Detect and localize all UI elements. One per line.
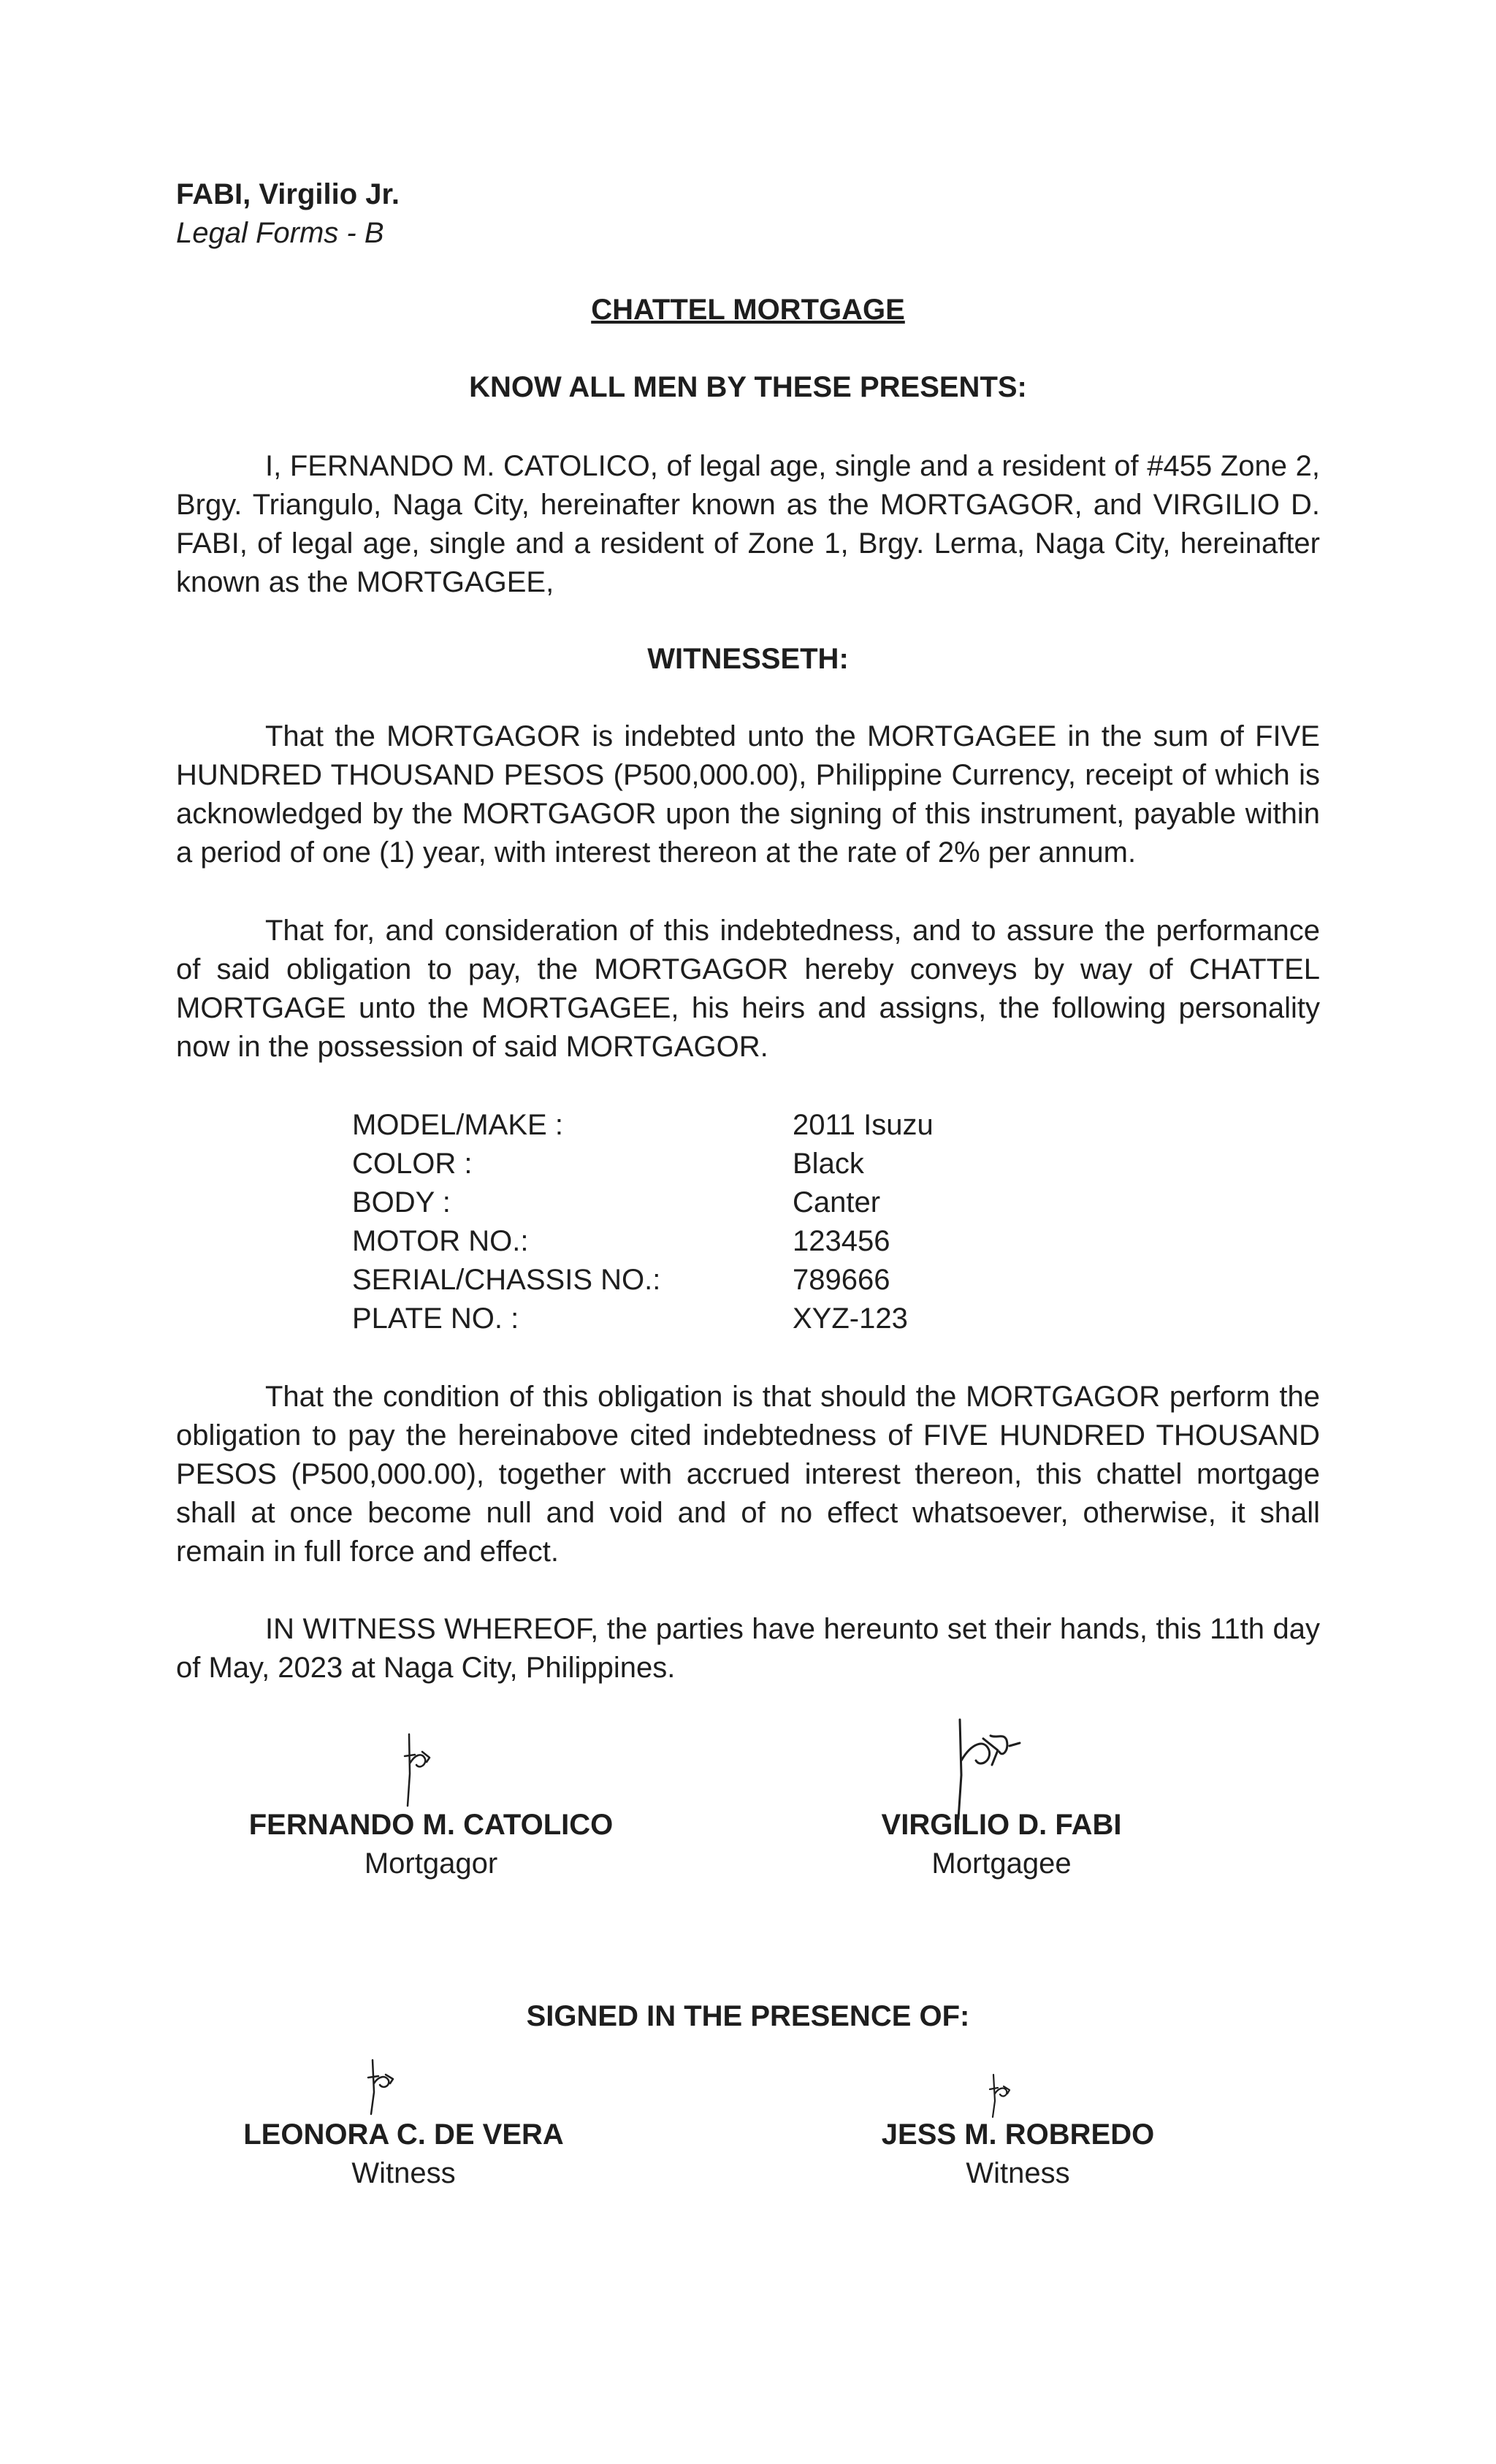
vehicle-label: BODY : <box>352 1186 451 1218</box>
vehicle-value: Canter <box>793 1186 881 1218</box>
witness-role: Witness <box>966 2157 1070 2189</box>
vehicle-row <box>352 1261 934 1300</box>
vehicle-row <box>352 1145 934 1183</box>
mortgagee-signature-block <box>881 1806 1122 1883</box>
witnesseth-heading: WITNESSETH: <box>647 643 849 675</box>
conveyance-paragraph: That for, and consideration of this indebtedness, and to assure the performance of said obligation to pay, the MORTGAGOR hereby conveys by way of CHATTEL MORTGAGE unto the MORTGAGEE, his heirs and assigns, the following personality now in the possession of said MORTGAGOR. <box>176 915 1320 1063</box>
witness-whereof-paragraph: IN WITNESS WHEREOF, the parties have hereunto set their hands, this 11th day of May, 2023 at Naga City, Philippines. <box>176 1613 1320 1684</box>
vehicle-value: XYZ-123 <box>793 1302 908 1335</box>
vehicle-label: SERIAL/CHASSIS NO.: <box>352 1264 661 1296</box>
vehicle-value: 789666 <box>793 1264 890 1296</box>
author-name: FABI, Virgilio Jr. <box>176 178 400 210</box>
document-header <box>176 175 400 253</box>
vehicle-label: MODEL/MAKE : <box>352 1109 563 1141</box>
mortgagee-name: VIRGILIO D. FABI <box>881 1809 1122 1841</box>
vehicle-label: MOTOR NO.: <box>352 1225 529 1257</box>
witness-signature <box>988 2072 1017 2120</box>
parties-paragraph: I, FERNANDO M. CATOLICO, of legal age, single and a resident of #455 Zone 2, Brgy. Triangulo, Naga City, hereinafter known as the MORTGAGOR, and VIRGILIO D. FABI, of legal age, single and a resident of Zone 1, Brgy. Lerma, Naga City, hereinafter known as the MORTGAGEE, <box>176 450 1320 598</box>
witness-signature-block <box>241 2116 566 2193</box>
vehicle-value: Black <box>793 1148 864 1180</box>
presence-heading: SIGNED IN THE PRESENCE OF: <box>526 2000 970 2032</box>
vehicle-value: 2011 Isuzu <box>793 1109 934 1141</box>
document-title: CHATTEL MORTGAGE <box>591 294 905 326</box>
debt-paragraph: That the MORTGAGOR is indebted unto the MORTGAGEE in the sum of FIVE HUNDRED THOUSAND PESOS (P500,000.00), Philippine Currency, receipt of which is acknowledged by the MORTGAGOR upon the signing of this instrument, payable within a period of one (1) year, with interest thereon at the rate of 2% per annum. <box>176 720 1320 869</box>
vehicle-row <box>352 1106 934 1145</box>
mortgagor-signature-block <box>248 1806 614 1883</box>
vehicle-details-table <box>352 1106 934 1338</box>
witness-signature <box>365 2056 402 2117</box>
vehicle-label: COLOR : <box>352 1148 473 1180</box>
preamble-heading: KNOW ALL MEN BY THESE PRESENTS: <box>469 371 1027 403</box>
vehicle-value: 123456 <box>793 1225 890 1257</box>
vehicle-row <box>352 1222 934 1261</box>
mortgagee-role: Mortgagee <box>931 1847 1072 1880</box>
vehicle-label: PLATE NO. : <box>352 1302 519 1335</box>
witness-name: LEONORA C. DE VERA <box>243 2118 564 2151</box>
mortgagor-name: FERNANDO M. CATOLICO <box>248 1809 614 1841</box>
witness-signature-block <box>881 2116 1155 2193</box>
mortgagor-role: Mortgagor <box>364 1847 498 1880</box>
vehicle-row <box>352 1300 934 1338</box>
condition-paragraph: That the condition of this obligation is that should the MORTGAGOR perform the obligation to pay the hereinabove cited indebtedness of FIVE HUNDRED THOUSAND PESOS (P500,000.00), together with accrued interest thereon, this chattel mortgage shall at once become null and void and of no effect whatsoever, otherwise, it shall remain in full force and effect. <box>176 1381 1320 1568</box>
witness-role: Witness <box>351 2157 456 2189</box>
vehicle-row <box>352 1183 934 1222</box>
mortgagor-signature <box>400 1730 437 1810</box>
form-label: Legal Forms - B <box>176 217 384 249</box>
witness-name: JESS M. ROBREDO <box>881 2118 1155 2151</box>
